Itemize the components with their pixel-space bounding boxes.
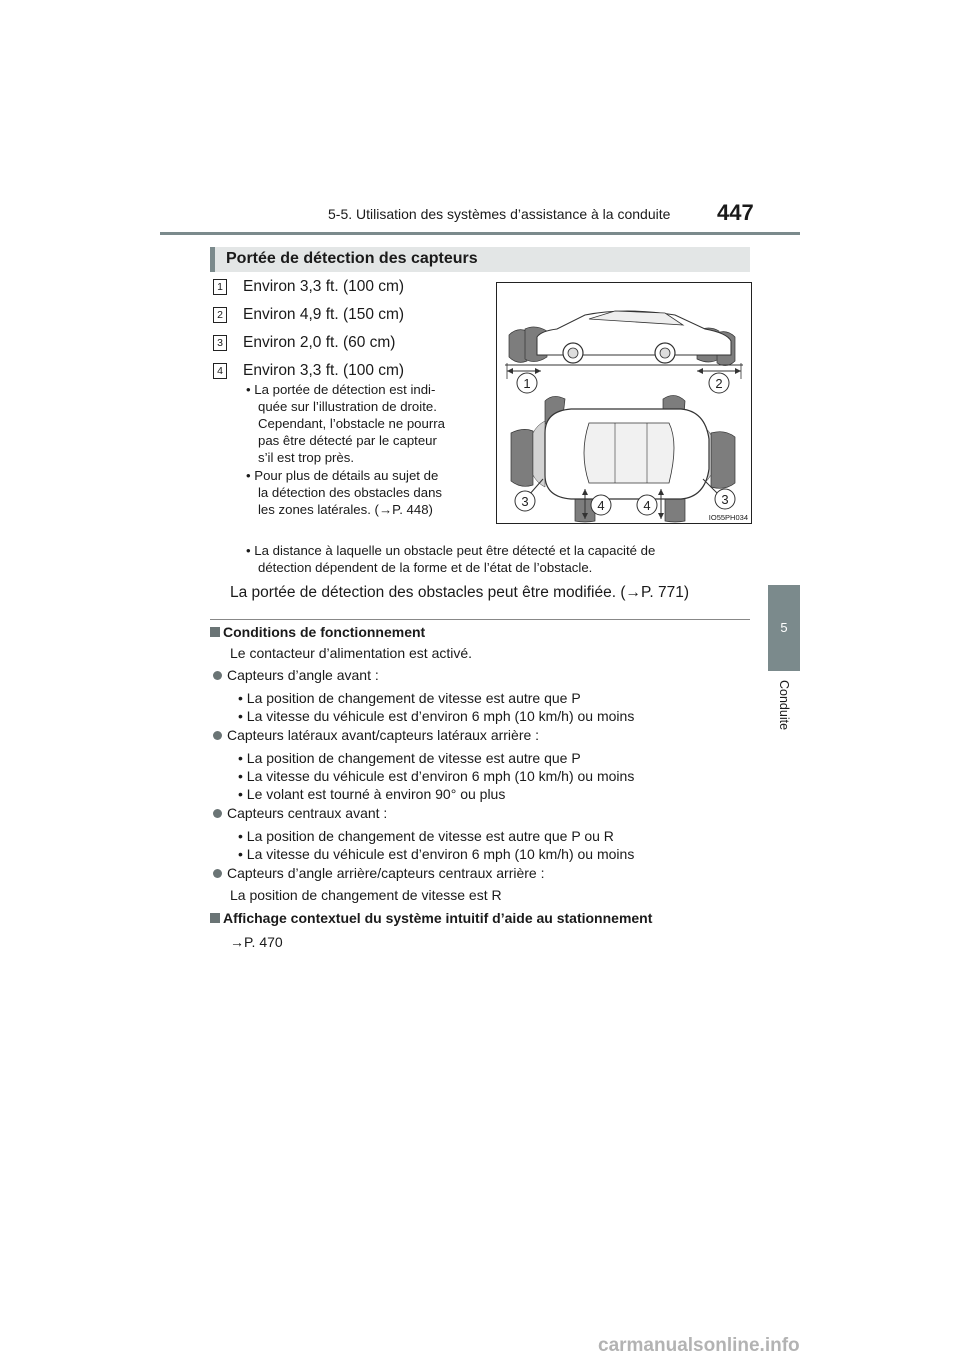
dot-bullet-icon <box>213 869 222 878</box>
range-text: Environ 4,9 ft. (150 cm) <box>243 306 405 323</box>
heading-bar <box>210 247 215 272</box>
condition-line: • La position de changement de vitesse est autre que P ou R <box>238 828 614 844</box>
dot-bullet-icon <box>213 809 222 818</box>
page-reference-link[interactable]: →P. 470 <box>230 934 283 950</box>
condition-line: • Le volant est tourné à environ 90° ou plus <box>238 786 506 802</box>
section-heading <box>210 247 750 272</box>
range-number: 4 <box>213 363 227 379</box>
range-text: Environ 3,3 ft. (100 cm) <box>243 362 405 379</box>
display-heading: Affichage contextuel du système intuitif d’aide au stationnement <box>210 910 652 926</box>
range-number: 2 <box>213 307 227 323</box>
condition-line: • La position de changement de vitesse est autre que P <box>238 690 581 706</box>
condition-line: • La vitesse du véhicule est d’environ 6 mph (10 km/h) ou moins <box>238 768 635 784</box>
modify-note: La portée de détection des obstacles peut être modifiée. (→P. 771) <box>230 584 689 601</box>
condition-line: • La vitesse du véhicule est d’environ 6 mph (10 km/h) ou moins <box>238 708 635 724</box>
callout-label: 4 <box>597 498 605 513</box>
running-header: 5-5. Utilisation des systèmes d’assistance à la conduite <box>328 206 671 222</box>
chapter-label: Conduite <box>777 680 791 731</box>
zone-rear-top <box>511 429 533 486</box>
figure-code: IO55PH034 <box>708 513 748 522</box>
note-line: la détection des obstacles dans <box>258 485 443 500</box>
callout-label: 4 <box>643 498 651 513</box>
page-number: 447 <box>717 200 754 225</box>
sensor-range-figure <box>496 282 752 524</box>
square-bullet-icon <box>210 913 220 923</box>
range-text: Environ 2,0 ft. (60 cm) <box>243 334 396 351</box>
zone-front-top <box>711 432 735 489</box>
group-heading: Capteurs d’angle arrière/capteurs centraux arrière : <box>213 865 545 881</box>
rear-zone-1 <box>509 330 527 363</box>
header-rule <box>160 232 800 235</box>
section-title: Portée de détection des capteurs <box>226 250 478 267</box>
note-line: pas être détecté par le capteur <box>258 433 437 448</box>
car-diagram <box>497 283 751 523</box>
range-number: 3 <box>213 335 227 351</box>
callout-label: 3 <box>721 492 729 507</box>
range-number: 1 <box>213 279 227 295</box>
condition-line: • La vitesse du véhicule est d’environ 6 mph (10 km/h) ou moins <box>238 846 635 862</box>
range-text: Environ 3,3 ft. (100 cm) <box>243 278 405 295</box>
note-line: Cependant, l’obstacle ne pourra <box>258 416 445 431</box>
note-line: • La portée de détection est indi- <box>246 382 436 397</box>
group-heading: Capteurs d’angle avant : <box>213 667 379 683</box>
section-divider <box>210 619 750 620</box>
callout-label: 3 <box>521 494 529 509</box>
note-line: • Pour plus de détails au sujet de <box>246 468 439 483</box>
callout-label: 1 <box>523 376 531 391</box>
group-heading: Capteurs centraux avant : <box>213 805 387 821</box>
dot-bullet-icon <box>213 731 222 740</box>
callout-label: 2 <box>715 376 723 391</box>
conditions-heading: Conditions de fonctionnement <box>210 624 425 640</box>
condition-line: La position de changement de vitesse est R <box>230 887 502 903</box>
note-line: • La distance à laquelle un obstacle peut être détecté et la capacité de <box>246 543 656 558</box>
condition-line: • La position de changement de vitesse est autre que P <box>238 750 581 766</box>
note-line: détection dépendent de la forme et de l’état de l’obstacle. <box>258 560 593 575</box>
watermark: carmanualsonline.info <box>598 1335 800 1356</box>
note-line: les zones latérales. (→P. 448) <box>258 502 433 517</box>
dot-bullet-icon <box>213 671 222 680</box>
note-line: quée sur l’illustration de droite. <box>258 399 437 414</box>
conditions-intro: Le contacteur d’alimentation est activé. <box>230 645 473 661</box>
square-bullet-icon <box>210 627 220 637</box>
chapter-tab: 5 <box>768 585 800 671</box>
group-heading: Capteurs latéraux avant/capteurs latéraux arrière : <box>213 727 539 743</box>
note-line: s’il est trop près. <box>258 450 355 465</box>
